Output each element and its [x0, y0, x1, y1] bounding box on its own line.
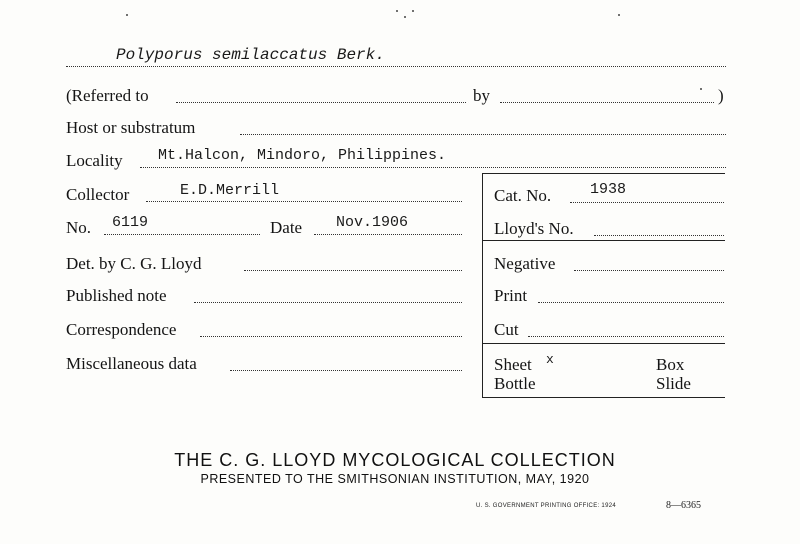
no-value: 6119 — [112, 214, 149, 231]
collector-label: Collector — [66, 185, 130, 204]
by-line — [500, 102, 714, 103]
collector-line — [146, 201, 462, 202]
cut-line — [528, 336, 724, 337]
by-label: by — [473, 86, 490, 105]
negative-label: Negative — [494, 254, 556, 273]
scan-speck — [618, 14, 620, 16]
locality-label: Locality — [66, 151, 123, 170]
collection-title: THE C. G. LLOYD MYCOLOGICAL COLLECTION — [174, 450, 616, 470]
host-line — [240, 134, 726, 135]
referred-to-label: (Referred to — [66, 86, 149, 105]
scan-speck — [126, 14, 128, 16]
date-line — [314, 234, 462, 235]
no-label: No. — [66, 218, 92, 237]
form-number: 8—6365 — [666, 500, 701, 511]
scan-speck — [700, 88, 702, 90]
sheet-label: Sheet — [494, 355, 532, 374]
collector-value: E.D.Merrill — [180, 182, 280, 199]
box-divider-lower — [482, 343, 725, 344]
lloyds-no-label: Lloyd's No. — [494, 219, 574, 238]
det-by-line — [244, 270, 462, 271]
det-by-label: Det. by C. G. Lloyd — [66, 254, 202, 273]
printing-office-note: U. S. GOVERNMENT PRINTING OFFICE: 1924 — [476, 503, 616, 509]
print-label: Print — [494, 286, 528, 305]
published-note-line — [194, 302, 462, 303]
scan-speck — [404, 16, 406, 18]
bottle-label: Bottle — [494, 374, 536, 393]
collection-subtitle: PRESENTED TO THE SMITHSONIAN INSTITUTION, MAY, 1920 — [200, 472, 590, 486]
cat-no-line — [570, 202, 724, 203]
box-label: Box — [656, 355, 685, 374]
by-close-paren: ) — [718, 86, 724, 105]
correspondence-label: Correspondence — [66, 320, 177, 339]
date-label: Date — [270, 218, 303, 237]
species-name: Polyporus semilaccatus Berk. — [116, 46, 385, 64]
negative-line — [574, 270, 724, 271]
sheet-mark: x — [546, 352, 554, 367]
cat-no-value: 1938 — [590, 181, 627, 198]
scan-speck — [412, 10, 414, 12]
misc-data-line — [230, 370, 462, 371]
slide-label: Slide — [656, 374, 691, 393]
date-value: Nov.1906 — [336, 214, 409, 231]
box-divider — [482, 240, 725, 241]
host-label: Host or substratum — [66, 118, 196, 137]
locality-line — [140, 167, 726, 168]
misc-data-label: Miscellaneous data — [66, 354, 197, 373]
lloyds-no-line — [594, 235, 724, 236]
referred-to-line — [176, 102, 466, 103]
locality-value: Mt.Halcon, Mindoro, Philippines. — [158, 147, 447, 164]
cut-label: Cut — [494, 320, 519, 339]
print-line — [538, 302, 724, 303]
cat-no-label: Cat. No. — [494, 186, 552, 205]
scan-speck — [396, 10, 398, 12]
species-line — [66, 66, 726, 67]
correspondence-line — [200, 336, 462, 337]
published-note-label: Published note — [66, 286, 167, 305]
no-line — [104, 234, 260, 235]
